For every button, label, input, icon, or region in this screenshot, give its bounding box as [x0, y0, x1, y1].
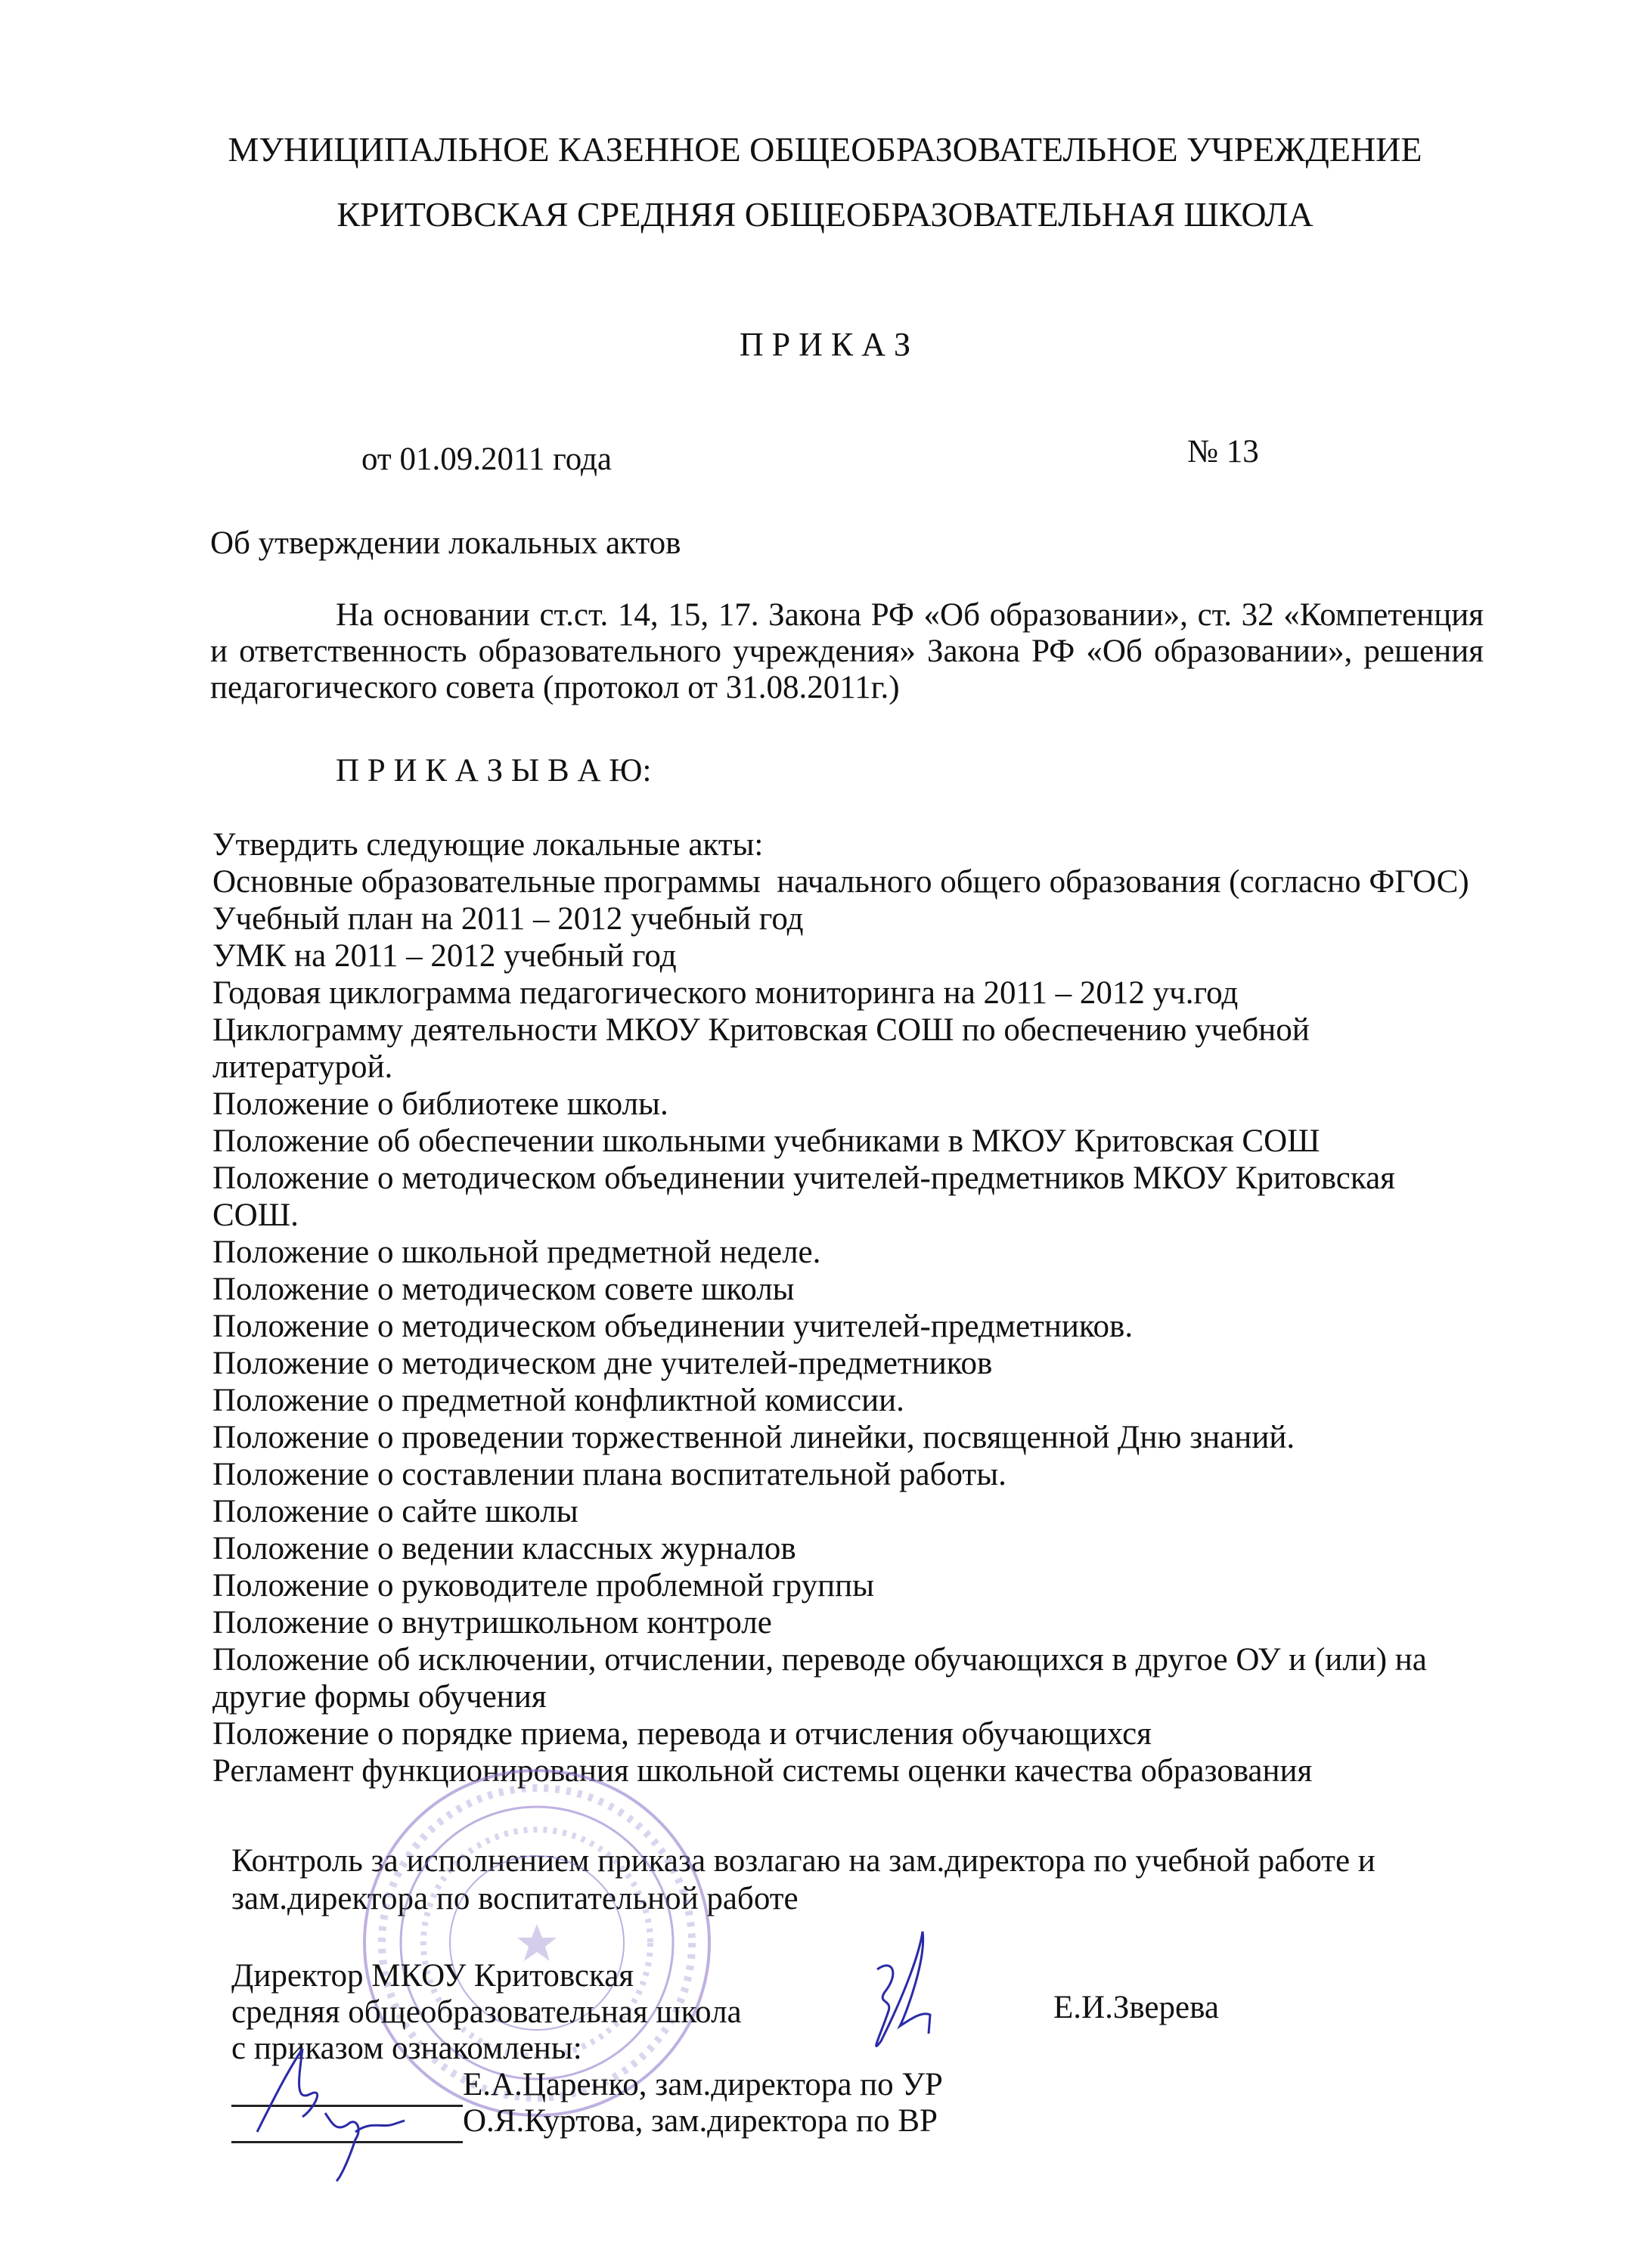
director-position-line1: Директор МКОУ Критовская	[231, 1958, 634, 1994]
list-item: Регламент функционирования школьной системы оценки качества образования	[212, 1753, 1313, 1789]
list-item: Положение о методическом объединении учителей-предметников МКОУ Критовская СОШ.	[212, 1160, 1395, 1233]
list-item: УМК на 2011 – 2012 учебный год	[212, 938, 677, 974]
list-item: Положение о сайте школы	[212, 1494, 578, 1529]
preamble-paragraph: На основании ст.ст. 14, 15, 17. Закона РФ «Об образовании», ст. 32 «Компетенция и ответственность образовательного учреждения» Закона РФ «Об образовании», решения педагогического совета (протокол от 31.08.2011г.)	[210, 597, 1484, 705]
director-name: Е.И.Зверева	[1053, 1990, 1219, 2025]
list-item: Положение о методическом дне учителей-предметников	[212, 1346, 993, 1381]
acknowledged-person-2: О.Я.Куртова, зам.директора по ВР	[463, 2103, 938, 2139]
director-position-line2: средняя общеобразовательная школа	[231, 1994, 742, 2030]
list-item: Положение о ведении классных журналов	[212, 1531, 796, 1566]
list-item: Положение о методическом совете школы	[212, 1272, 795, 1307]
list-item: Положение об исключении, отчислении, переводе обучающихся в другое ОУ и (или) на другие формы обучения	[212, 1642, 1427, 1715]
list-item: Положение о внутришкольном контроле	[212, 1605, 772, 1641]
list-item: Циклограмму деятельности МКОУ Критовская СОШ по обеспечению учебной литературой.	[212, 1012, 1310, 1085]
list-item: Положение о порядке приема, перевода и отчисления обучающихся	[212, 1716, 1152, 1752]
acknowledged-label: с приказом ознакомлены:	[231, 2031, 582, 2066]
list-item: Основные образовательные программы начального общего образования (согласно ФГОС)	[212, 864, 1469, 900]
control-paragraph: Контроль за исполнением приказа возлагаю на зам.директора по учебной работе и зам.директора по воспитательной работе	[231, 1843, 1376, 1916]
order-subject: Об утверждении локальных актов	[210, 525, 681, 561]
list-item: Положение о руководителе проблемной группы	[212, 1568, 875, 1603]
order-number: № 13	[1187, 434, 1259, 469]
list-item: Положение об обеспечении школьными учебниками в МКОУ Критовская СОШ	[212, 1123, 1320, 1159]
list-item: Положение о составлении плана воспитательной работы.	[212, 1457, 1006, 1492]
list-item: Утвердить следующие локальные акты:	[212, 827, 764, 863]
stamp-star-icon	[517, 1924, 557, 1961]
institution-name-line2: КРИТОВСКАЯ СРЕДНЯЯ ОБЩЕОБРАЗОВАТЕЛЬНАЯ ШКОЛА	[337, 195, 1313, 234]
list-item: Положение о предметной конфликтной комиссии.	[212, 1383, 904, 1418]
list-item: Положение о проведении торжественной линейки, посвященной Дню знаний.	[212, 1420, 1295, 1455]
document-type: П Р И К А З	[739, 326, 911, 363]
list-item: Положение о школьной предметной неделе.	[212, 1235, 821, 1270]
order-date: от 01.09.2011 года	[361, 442, 612, 477]
director-signature	[847, 1928, 975, 2064]
acknowledged-person-1: Е.А.Царенко, зам.директора по УР	[463, 2067, 943, 2102]
institution-name-line1: МУНИЦИПАЛЬНОЕ КАЗЕННОЕ ОБЩЕОБРАЗОВАТЕЛЬНОЕ УЧРЕЖДЕНИЕ	[228, 130, 1422, 169]
acknowledgement-signatures	[242, 2041, 416, 2192]
local-acts-list	[212, 826, 1634, 1789]
list-item: Положение о методическом объединении учителей-предметников.	[212, 1309, 1134, 1344]
order-word: П Р И К А З Ы В А Ю:	[336, 753, 652, 789]
list-item: Положение о библиотеке школы.	[212, 1086, 668, 1122]
list-item: Годовая циклограмма педагогического мониторинга на 2011 – 2012 уч.год	[212, 975, 1239, 1011]
list-item: Учебный план на 2011 – 2012 учебный год	[212, 901, 804, 937]
